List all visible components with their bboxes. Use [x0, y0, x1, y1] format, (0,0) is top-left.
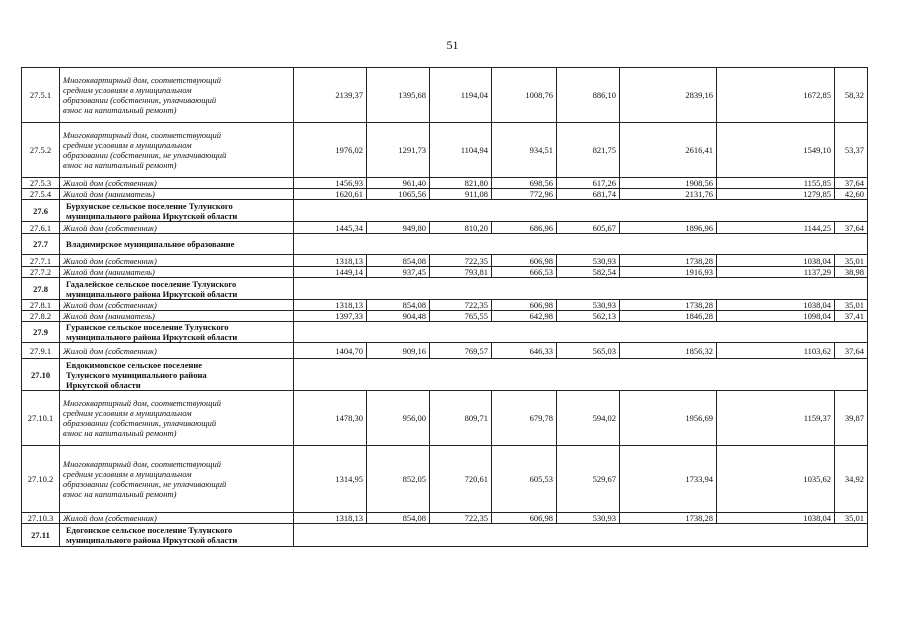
- value-cell: 949,80: [367, 222, 430, 234]
- tariff-table: [21, 67, 868, 547]
- section-row: [22, 524, 868, 547]
- section-title: Гуранское сельское поселение Тулунского муниципального района Иркутской области: [60, 322, 294, 343]
- value-cell: 722,35: [430, 513, 492, 524]
- value-cell: 686,96: [492, 222, 557, 234]
- value-cell: 821,75: [557, 123, 620, 178]
- value-cell: 956,00: [367, 391, 430, 446]
- section-empty-cell: [294, 200, 868, 222]
- row-name: Многоквартирный дом, соответствующий средним условиям в муниципальном образовании (собственник, уплачивающий взнос на капитальный ремонт): [60, 391, 294, 446]
- section-empty-cell: [294, 524, 868, 547]
- value-cell: 821,80: [430, 178, 492, 189]
- value-cell: 852,05: [367, 446, 430, 513]
- row-code: 27.7.1: [22, 255, 60, 267]
- value-cell: 53,37: [835, 123, 868, 178]
- row-name: Жилой дом (собственник): [60, 255, 294, 267]
- row-name: Жилой дом (собственник): [60, 222, 294, 234]
- value-cell: 1098,04: [717, 311, 835, 322]
- value-cell: 2616,41: [620, 123, 717, 178]
- table-row: [22, 343, 868, 359]
- value-cell: 646,33: [492, 343, 557, 359]
- row-code: 27.6: [22, 200, 60, 222]
- row-name: Многоквартирный дом, соответствующий средним условиям в муниципальном образовании (собственник, не уплачивающий взнос на капитальный ремонт): [60, 446, 294, 513]
- section-title: Гадалейское сельское поселение Тулунского муниципального района Иркутской области: [60, 278, 294, 300]
- table-row: [22, 255, 868, 267]
- row-code: 27.11: [22, 524, 60, 547]
- value-cell: 35,01: [835, 300, 868, 311]
- value-cell: 1159,37: [717, 391, 835, 446]
- value-cell: 606,98: [492, 255, 557, 267]
- value-cell: 1155,85: [717, 178, 835, 189]
- value-cell: 1896,96: [620, 222, 717, 234]
- row-name: Жилой дом (собственник): [60, 513, 294, 524]
- value-cell: 1103,62: [717, 343, 835, 359]
- value-cell: 38,98: [835, 267, 868, 278]
- value-cell: 1314,95: [294, 446, 367, 513]
- section-row: [22, 234, 868, 255]
- value-cell: 1038,04: [717, 513, 835, 524]
- value-cell: 1318,13: [294, 513, 367, 524]
- section-row: [22, 200, 868, 222]
- value-cell: 666,53: [492, 267, 557, 278]
- value-cell: 605,53: [492, 446, 557, 513]
- value-cell: 765,55: [430, 311, 492, 322]
- value-cell: 854,08: [367, 513, 430, 524]
- value-cell: 605,67: [557, 222, 620, 234]
- value-cell: 1908,56: [620, 178, 717, 189]
- section-row: [22, 278, 868, 300]
- value-cell: 722,35: [430, 300, 492, 311]
- value-cell: 1404,70: [294, 343, 367, 359]
- value-cell: 617,26: [557, 178, 620, 189]
- value-cell: 642,98: [492, 311, 557, 322]
- row-code: 27.5.4: [22, 189, 60, 200]
- value-cell: 1672,85: [717, 68, 835, 123]
- value-cell: 1038,04: [717, 300, 835, 311]
- value-cell: 810,20: [430, 222, 492, 234]
- section-row: [22, 322, 868, 343]
- value-cell: 1738,28: [620, 513, 717, 524]
- value-cell: 606,98: [492, 300, 557, 311]
- value-cell: 37,64: [835, 178, 868, 189]
- row-code: 27.10.3: [22, 513, 60, 524]
- section-empty-cell: [294, 322, 868, 343]
- value-cell: 854,08: [367, 300, 430, 311]
- table-row: [22, 513, 868, 524]
- section-row: [22, 359, 868, 391]
- value-cell: 720,61: [430, 446, 492, 513]
- section-empty-cell: [294, 359, 868, 391]
- value-cell: 37,64: [835, 222, 868, 234]
- value-cell: 1279,85: [717, 189, 835, 200]
- value-cell: 1846,28: [620, 311, 717, 322]
- value-cell: 1194,04: [430, 68, 492, 123]
- page-number: 51: [446, 38, 459, 52]
- value-cell: 1318,13: [294, 300, 367, 311]
- table-row: [22, 189, 868, 200]
- value-cell: 2839,16: [620, 68, 717, 123]
- value-cell: 1738,28: [620, 255, 717, 267]
- value-cell: 772,96: [492, 189, 557, 200]
- value-cell: 1976,02: [294, 123, 367, 178]
- value-cell: 1144,25: [717, 222, 835, 234]
- table-row: [22, 123, 868, 178]
- value-cell: 594,02: [557, 391, 620, 446]
- value-cell: 1137,29: [717, 267, 835, 278]
- value-cell: 2131,76: [620, 189, 717, 200]
- value-cell: 1456,93: [294, 178, 367, 189]
- table-row: [22, 68, 868, 123]
- section-title: Бурхунское сельское поселение Тулунского муниципального района Иркутской области: [60, 200, 294, 222]
- row-name: Многоквартирный дом, соответствующий средним условиям в муниципальном образовании (собственник, уплачивающий взнос на капитальный ремонт): [60, 68, 294, 123]
- value-cell: 1478,30: [294, 391, 367, 446]
- value-cell: 565,03: [557, 343, 620, 359]
- section-title: Евдокимовское сельское поселение Тулунского муниципального района Иркутской области: [60, 359, 294, 391]
- value-cell: 1291,73: [367, 123, 430, 178]
- value-cell: 529,67: [557, 446, 620, 513]
- row-name: Жилой дом (собственник): [60, 178, 294, 189]
- value-cell: 58,32: [835, 68, 868, 123]
- section-title: Едогонское сельское поселение Тулунского муниципального района Иркутской области: [60, 524, 294, 547]
- value-cell: 854,08: [367, 255, 430, 267]
- value-cell: 904,48: [367, 311, 430, 322]
- table-row: [22, 311, 868, 322]
- row-code: 27.9.1: [22, 343, 60, 359]
- value-cell: 1008,76: [492, 68, 557, 123]
- value-cell: 934,51: [492, 123, 557, 178]
- value-cell: 1035,62: [717, 446, 835, 513]
- row-name: Жилой дом (наниматель): [60, 311, 294, 322]
- value-cell: 1065,56: [367, 189, 430, 200]
- row-code: 27.8: [22, 278, 60, 300]
- row-code: 27.5.1: [22, 68, 60, 123]
- value-cell: 937,45: [367, 267, 430, 278]
- value-cell: 37,64: [835, 343, 868, 359]
- row-code: 27.7.2: [22, 267, 60, 278]
- value-cell: 530,93: [557, 255, 620, 267]
- section-title: Владимирское муниципальное образование: [60, 234, 294, 255]
- value-cell: 1620,61: [294, 189, 367, 200]
- row-code: 27.10.1: [22, 391, 60, 446]
- row-code: 27.9: [22, 322, 60, 343]
- table-row: [22, 178, 868, 189]
- value-cell: 1038,04: [717, 255, 835, 267]
- value-cell: 1318,13: [294, 255, 367, 267]
- value-cell: 1445,34: [294, 222, 367, 234]
- value-cell: 722,35: [430, 255, 492, 267]
- value-cell: 1916,93: [620, 267, 717, 278]
- row-code: 27.5.3: [22, 178, 60, 189]
- section-empty-cell: [294, 234, 868, 255]
- value-cell: 606,98: [492, 513, 557, 524]
- table-row: [22, 391, 868, 446]
- section-empty-cell: [294, 278, 868, 300]
- value-cell: 679,78: [492, 391, 557, 446]
- value-cell: 1104,94: [430, 123, 492, 178]
- row-code: 27.7: [22, 234, 60, 255]
- value-cell: 34,92: [835, 446, 868, 513]
- value-cell: 37,41: [835, 311, 868, 322]
- row-name: Многоквартирный дом, соответствующий средним условиям в муниципальном образовании (собственник, не уплачивающий взнос на капитальный ремонт): [60, 123, 294, 178]
- table-row: [22, 300, 868, 311]
- value-cell: 39,87: [835, 391, 868, 446]
- value-cell: 1397,33: [294, 311, 367, 322]
- value-cell: 562,13: [557, 311, 620, 322]
- row-name: Жилой дом (наниматель): [60, 189, 294, 200]
- value-cell: 698,56: [492, 178, 557, 189]
- value-cell: 35,01: [835, 513, 868, 524]
- value-cell: 1956,69: [620, 391, 717, 446]
- table-row: [22, 446, 868, 513]
- row-name: Жилой дом (наниматель): [60, 267, 294, 278]
- value-cell: 2139,37: [294, 68, 367, 123]
- value-cell: 42,60: [835, 189, 868, 200]
- row-code: 27.6.1: [22, 222, 60, 234]
- value-cell: 909,16: [367, 343, 430, 359]
- value-cell: 1549,10: [717, 123, 835, 178]
- table-row: [22, 222, 868, 234]
- row-code: 27.10: [22, 359, 60, 391]
- value-cell: 1733,94: [620, 446, 717, 513]
- value-cell: 1856,32: [620, 343, 717, 359]
- value-cell: 961,40: [367, 178, 430, 189]
- row-code: 27.10.2: [22, 446, 60, 513]
- table-row: [22, 267, 868, 278]
- row-code: 27.8.2: [22, 311, 60, 322]
- value-cell: 809,71: [430, 391, 492, 446]
- value-cell: 35,01: [835, 255, 868, 267]
- value-cell: 1738,28: [620, 300, 717, 311]
- value-cell: 530,93: [557, 300, 620, 311]
- value-cell: 1449,14: [294, 267, 367, 278]
- value-cell: 1395,68: [367, 68, 430, 123]
- value-cell: 911,08: [430, 189, 492, 200]
- value-cell: 530,93: [557, 513, 620, 524]
- value-cell: 886,10: [557, 68, 620, 123]
- value-cell: 793,81: [430, 267, 492, 278]
- value-cell: 769,57: [430, 343, 492, 359]
- row-name: Жилой дом (собственник): [60, 300, 294, 311]
- row-code: 27.8.1: [22, 300, 60, 311]
- row-name: Жилой дом (собственник): [60, 343, 294, 359]
- row-code: 27.5.2: [22, 123, 60, 178]
- value-cell: 582,54: [557, 267, 620, 278]
- value-cell: 681,74: [557, 189, 620, 200]
